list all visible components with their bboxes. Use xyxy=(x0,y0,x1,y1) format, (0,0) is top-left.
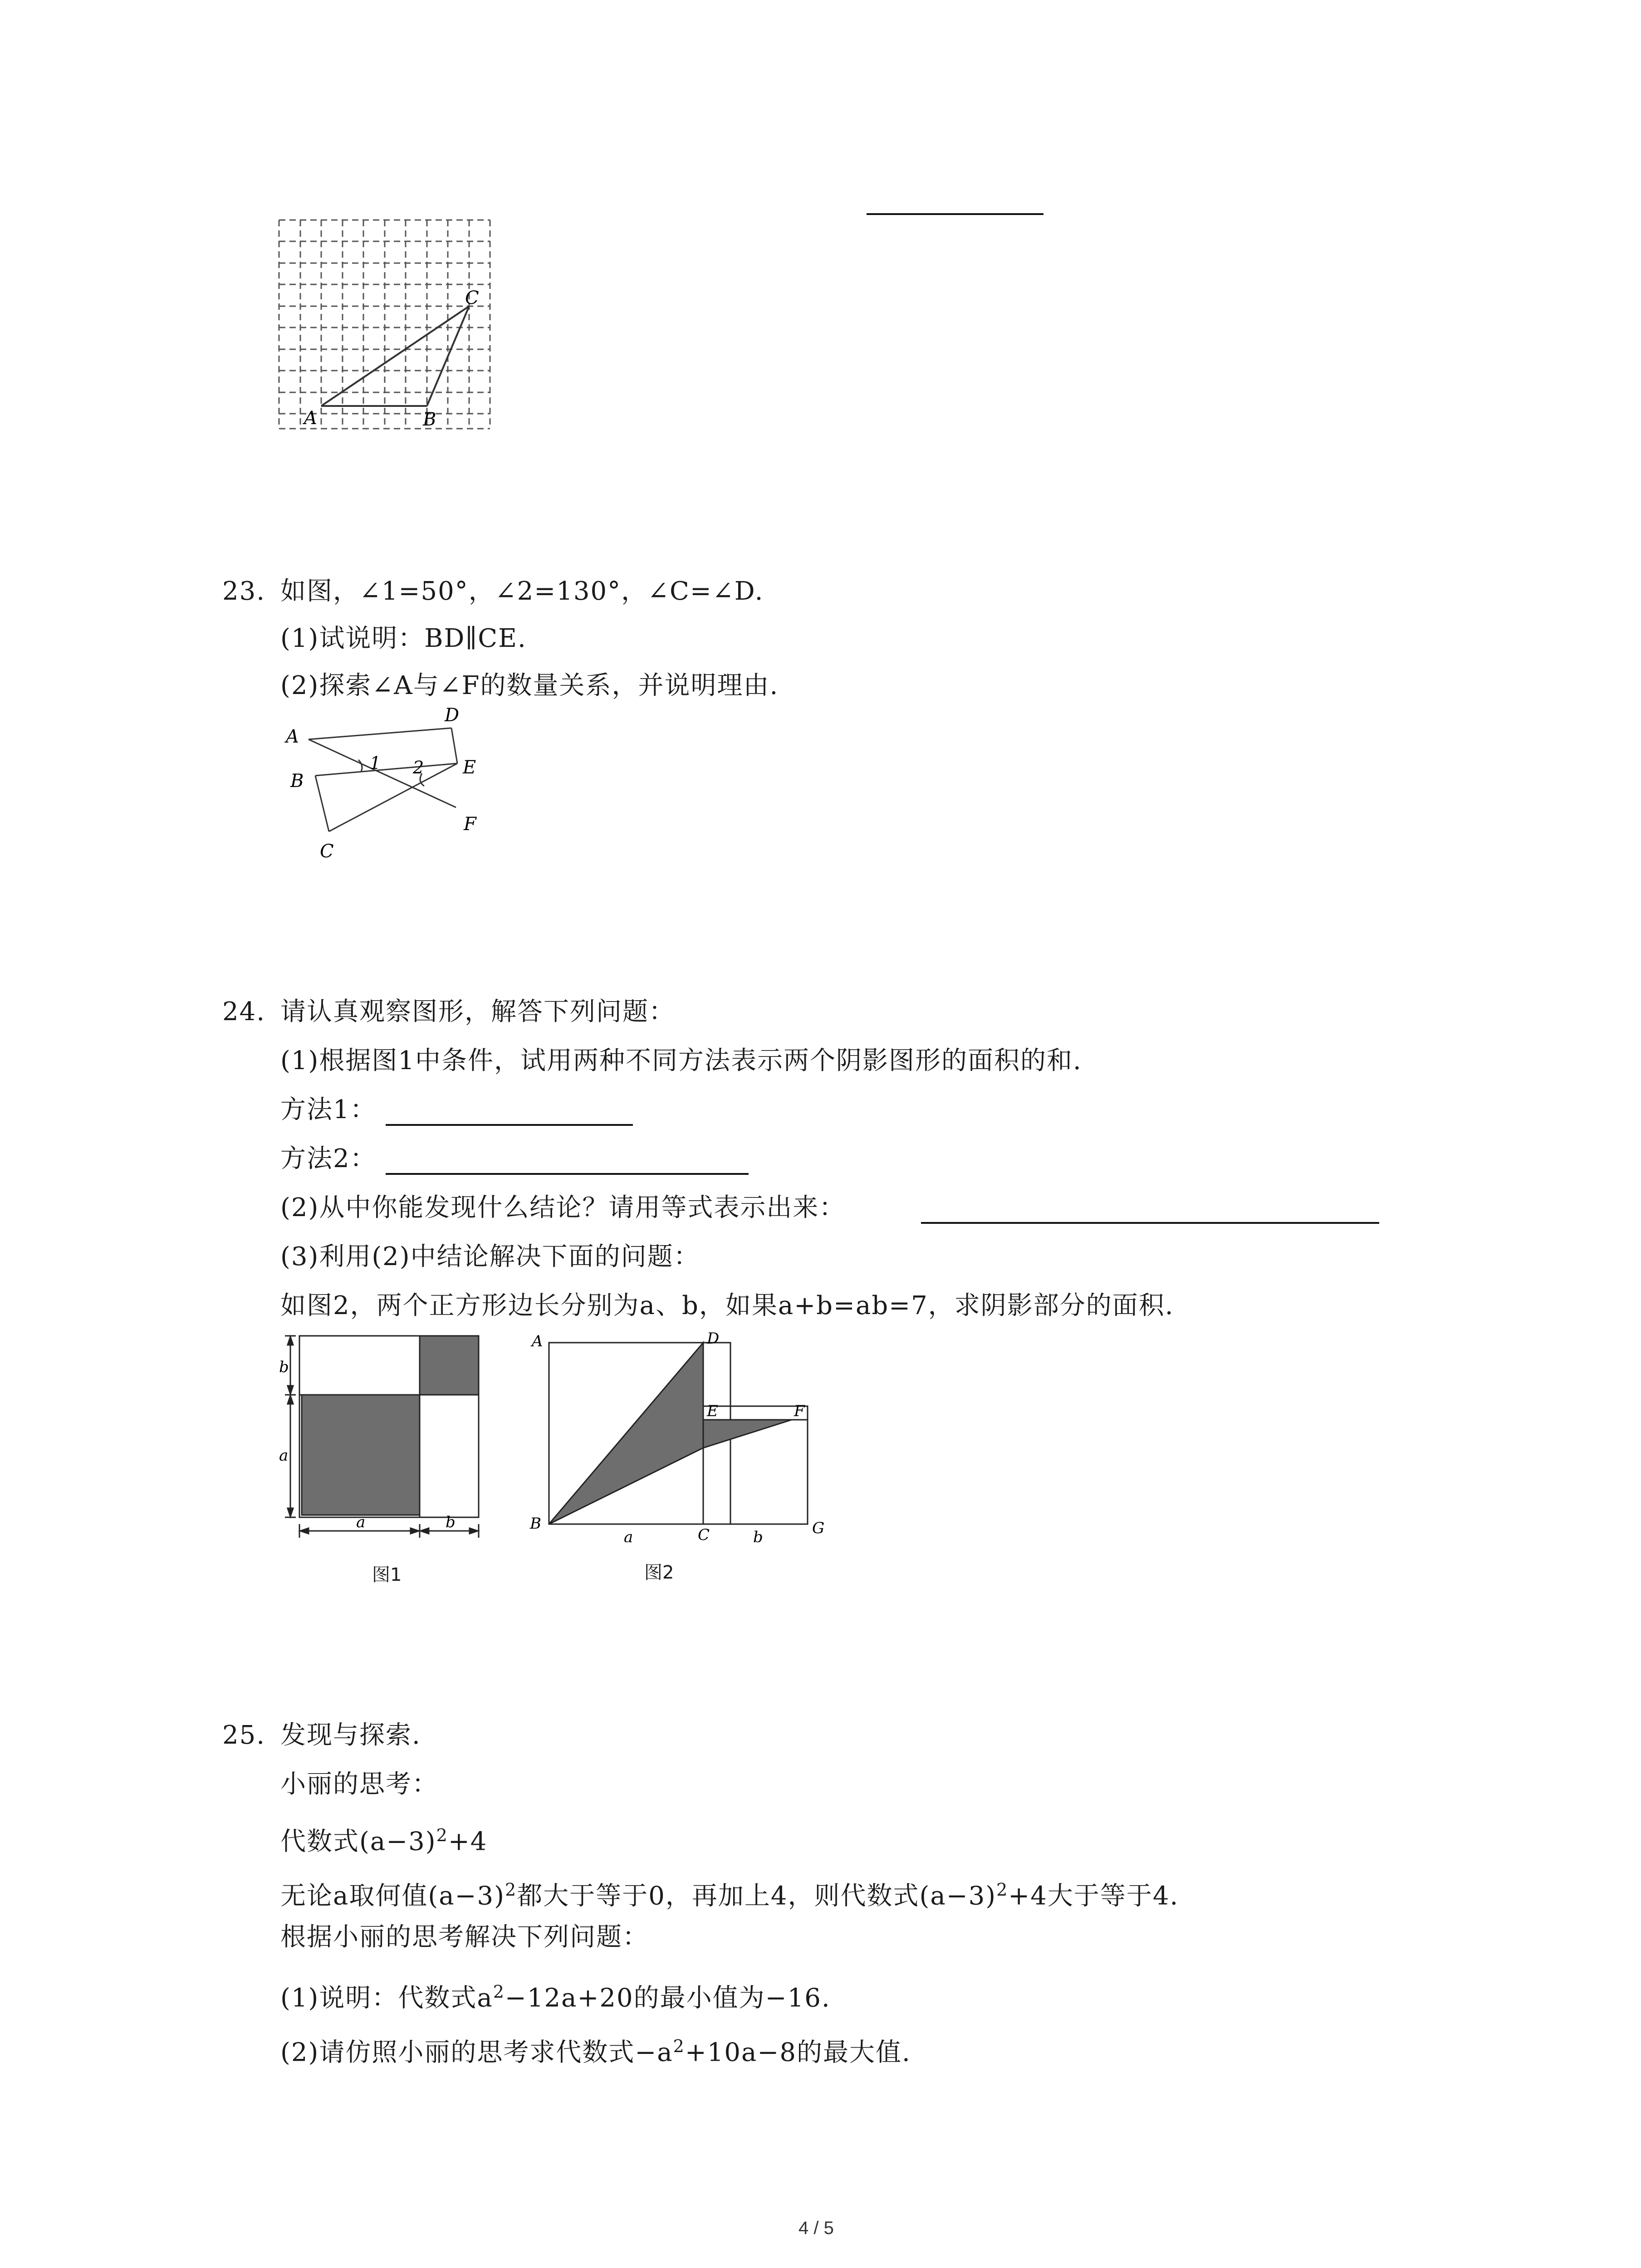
fig2-label-b-length: b xyxy=(753,1528,763,1542)
answer-blank-top xyxy=(867,213,1043,215)
grid-triangle-figure xyxy=(272,213,499,435)
q25-line4: 根据小丽的思考解决下列问题： xyxy=(280,1922,649,1952)
q24-method1-label: 方法1： xyxy=(280,1095,377,1124)
fig2-label-c-point: C xyxy=(698,1526,710,1542)
grid-label-c: C xyxy=(465,288,479,308)
q25-part1-sup: 2 xyxy=(493,1982,505,2002)
q24-figure-2 xyxy=(522,1329,830,1542)
q23-number: 23. xyxy=(222,577,266,606)
fig2-label-e-point: E xyxy=(707,1402,718,1420)
q23-angle-2: 2 xyxy=(413,758,424,777)
q24-method2-blank xyxy=(386,1173,749,1175)
q25-part2-b: +10a−8的最大值. xyxy=(685,2038,911,2068)
q25-line2 xyxy=(280,1819,487,1858)
fig1-label-a-left: a xyxy=(279,1447,289,1465)
page-number: 4 / 5 xyxy=(798,2218,834,2238)
q25-part2 xyxy=(280,2030,911,2069)
q25-number: 25. xyxy=(222,1721,266,1750)
grid-label-b: B xyxy=(423,409,436,430)
q24-method2-label: 方法2： xyxy=(280,1144,377,1173)
q25-part1 xyxy=(280,1975,831,2015)
q24-part3: (3)利用(2)中结论解决下面的问题： xyxy=(280,1242,700,1271)
q23-angle-1: 1 xyxy=(370,753,381,773)
q24-part3-detail: 如图2，两个正方形边长分别为a、b，如果a+b=ab=7，求阴影部分的面积. xyxy=(280,1291,1174,1320)
q23-figure xyxy=(277,705,513,869)
fig2-caption: 图2 xyxy=(644,1562,674,1583)
q24-number: 24. xyxy=(222,997,266,1026)
q25-part2-sup: 2 xyxy=(673,2036,685,2056)
fig1-label-b-bottom: b xyxy=(446,1513,456,1531)
q25-line2-suffix: +4 xyxy=(448,1827,488,1857)
q23-label-b: B xyxy=(290,771,304,792)
q25-line3 xyxy=(280,1873,1179,1913)
q25-line2-prefix: 代数式(a−3) xyxy=(280,1827,436,1857)
q25-part1-b: −12a+20的最小值为−16. xyxy=(505,1983,831,2013)
q25-part2-a: (2)请仿照小丽的思考求代数式−a xyxy=(280,2038,673,2068)
fig2-label-d-point: D xyxy=(707,1330,720,1348)
q25-line3-c: +4大于等于4. xyxy=(1008,1881,1179,1911)
q24-part2: (2)从中你能发现什么结论？请用等式表示出来： xyxy=(280,1193,846,1222)
grid-label-a: A xyxy=(304,408,317,429)
fig1-label-b-left: b xyxy=(279,1358,289,1376)
fig2-label-a-length: a xyxy=(624,1528,633,1542)
q24-stem: 请认真观察图形，解答下列问题： xyxy=(280,997,675,1026)
fig1-label-a-bottom: a xyxy=(356,1513,366,1531)
fig1-caption: 图1 xyxy=(372,1564,402,1585)
q25-line2-sup: 2 xyxy=(436,1825,448,1845)
q24-part1: (1)根据图1中条件，试用两种不同方法表示两个阴影图形的面积的和. xyxy=(280,1046,1082,1075)
q25-part1-a: (1)说明：代数式a xyxy=(280,1983,493,2013)
q25-line1: 小丽的思考： xyxy=(280,1769,438,1799)
q24-part2-blank xyxy=(921,1222,1379,1224)
q23-label-d: D xyxy=(445,705,460,726)
q25-line3-sup1: 2 xyxy=(505,1880,517,1900)
q23-label-c: C xyxy=(320,841,334,862)
q25-stem: 发现与探索. xyxy=(280,1721,421,1750)
q24-method1-blank xyxy=(386,1124,633,1126)
q25-line3-sup2: 2 xyxy=(996,1880,1009,1900)
q24-figure-1 xyxy=(277,1331,485,1554)
q23-label-f: F xyxy=(464,814,476,835)
q25-line3-a: 无论a取何值(a−3) xyxy=(280,1881,505,1911)
fig2-label-g-point: G xyxy=(812,1519,825,1537)
q23-stem: 如图，∠1=50°，∠2=130°，∠C=∠D. xyxy=(280,577,764,606)
q23-label-e: E xyxy=(463,757,476,778)
q25-line3-b: 都大于等于0，再加上4，则代数式(a−3) xyxy=(517,1881,997,1911)
fig2-label-f-point: F xyxy=(794,1402,805,1420)
q23-part2: (2)探索∠A与∠F的数量关系，并说明理由. xyxy=(280,671,779,700)
q23-part1: (1)试说明：BD∥CE. xyxy=(280,624,527,653)
fig2-label-b-point: B xyxy=(530,1515,541,1533)
fig2-label-a-point: A xyxy=(532,1332,543,1350)
q23-label-a: A xyxy=(286,726,299,747)
